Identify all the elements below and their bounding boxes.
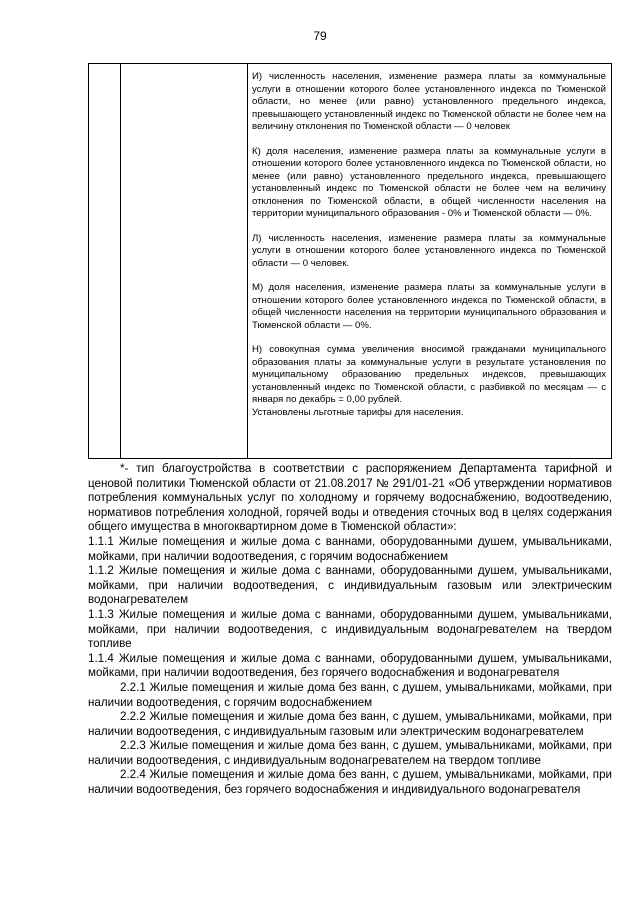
cell-item-n: Н) совокупная сумма увеличения вносимой гражданами муниципального образования платы за коммунальные услуги в результате установления по муниципальному образованию предельных индексов, превышающих установленный индекс по Тюменской области, с разбивкой по месяцам — с января по декабрь = 0,00 рублей. (252, 344, 606, 405)
cell-footer: Установлены льготные тарифы для населения. (252, 406, 464, 418)
table-fragment (88, 63, 612, 459)
list-item-2-2-1: 2.2.1 Жилые помещения и жилые дома без ванн, с душем, умывальниками, мойками, при наличии водоотведения, с горячим водоснабжением (88, 680, 612, 709)
body-text (88, 462, 612, 798)
table-column-divider (120, 64, 121, 458)
cell-item-m: М) доля населения, изменение размера платы за коммунальные услуги в отношении которого более установленного индекса по Тюменской области, в общей численности населения на территории муниципального образования и Тюменской области — 0%. (252, 282, 606, 331)
list-item-1-1-3: 1.1.3 Жилые помещения и жилые дома с ваннами, оборудованными душем, умывальниками, мойками, при наличии водоотведения, с индивидуальным водонагревателем на твердом топливе (88, 607, 612, 651)
table-border-left (88, 64, 89, 458)
intro-paragraph: *- тип благоустройства в соответствии с распоряжением Департамента тарифной и ценовой политики Тюменской области от 21.08.2017 № 291/01-21 «Об утверждении нормативов потребления коммунальных услуг по холодному и горячему водоснабжению, водоотведению, нормативов потребления холодной, горячей воды и отведения сточных вод в целях содержания общего имущества в многоквартирном доме в Тюменской области»: (88, 462, 612, 534)
table-cell-text (252, 71, 606, 419)
cell-item-i: И) численность населения, изменение размера платы за коммунальные услуги в отношении которого более установленного индекса по Тюменской области, но менее (или равно) установленного предельного индекса, превышающего установленный индекс по Тюменской области не более чем на величину отклонения по Тюменской области — 0 человек (252, 71, 606, 132)
table-border-right (611, 64, 612, 458)
table-column-divider (247, 64, 248, 458)
list-item-2-2-2: 2.2.2 Жилые помещения и жилые дома без ванн, с душем, умывальниками, мойками, при наличии водоотведения, с индивидуальным газовым или электрическим водонагревателем (88, 710, 612, 738)
list-item-2-2-3: 2.2.3 Жилые помещения и жилые дома без ванн, с душем, умывальниками, мойками, при наличии водоотведения, с индивидуальным водонагревателем на твердом топливе (88, 739, 612, 767)
cell-item-l: Л) численность населения, изменение размера платы за коммунальные услуги в отношении которого более установленного индекса по Тюменской области — 0 человек. (252, 232, 606, 269)
cell-item-k: К) доля населения, изменение размера платы за коммунальные услуги в отношении которого более установленного индекса по Тюменской области, но менее (или равно) установленного предельного индекса, превышающего установленный индекс по Тюменской области не более чем на величину отклонения по Тюменской области, в общей численности населения на территории муниципального образования - 0% и Тюменской области — 0%. (252, 145, 606, 219)
list-item-1-1-2: 1.1.2 Жилые помещения и жилые дома с ваннами, оборудованными душем, умывальниками, мойками, при наличии водоотведения, с индивидуальным газовым или электрическим водонагревателем (88, 564, 612, 607)
list-item-1-1-1: 1.1.1 Жилые помещения и жилые дома с ваннами, оборудованными душем, умывальниками, мойками, при наличии водоотведения, с горячим водоснабжением (88, 534, 612, 563)
list-item-2-2-4: 2.2.4 Жилые помещения и жилые дома без ванн, с душем, умывальниками, мойками, при наличии водоотведения, без горячего водоснабжения и индивидуального водонагревателя (88, 768, 612, 797)
page-number: 79 (313, 29, 327, 43)
list-item-1-1-4: 1.1.4 Жилые помещения и жилые дома с ваннами, оборудованными душем, умывальниками, мойками, при наличии водоотведения, без горячего водоснабжения и водонагревателя (88, 651, 612, 680)
